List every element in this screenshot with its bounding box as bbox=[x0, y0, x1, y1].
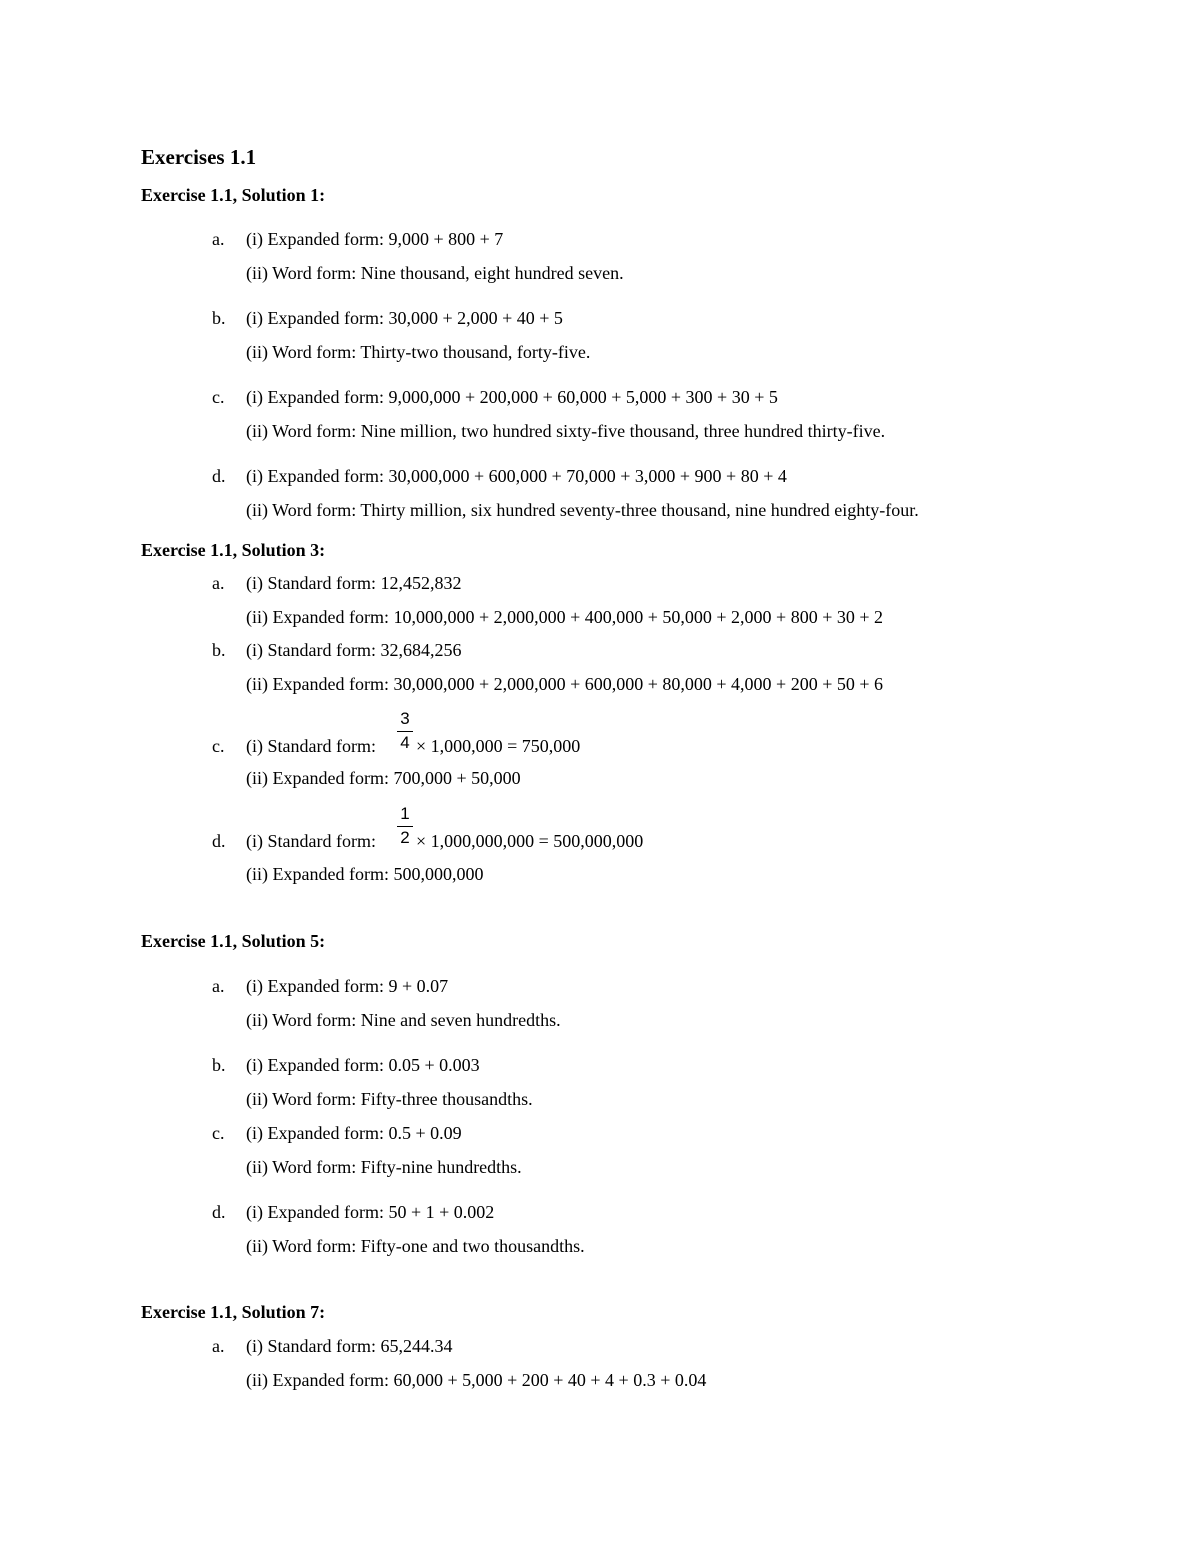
item-marker: c. bbox=[212, 1123, 225, 1143]
section-heading-solution-1: Exercise 1.1, Solution 1: bbox=[141, 185, 326, 205]
item-marker: b. bbox=[212, 308, 226, 328]
section-heading-solution-3: Exercise 1.1, Solution 3: bbox=[141, 540, 326, 560]
section-heading-solution-7: Exercise 1.1, Solution 7: bbox=[141, 1302, 326, 1322]
fraction-denominator: 4 bbox=[400, 733, 410, 752]
standard-form-expression: × 1,000,000 = 750,000 bbox=[416, 736, 581, 756]
word-form-line: (ii) Word form: Thirty-two thousand, forty-five. bbox=[246, 342, 591, 362]
expanded-form-line: (ii) Expanded form: 500,000,000 bbox=[246, 864, 484, 884]
standard-form-line: (i) Standard form: 32,684,256 bbox=[246, 640, 462, 660]
expanded-form-line: (i) Expanded form: 9,000 + 800 + 7 bbox=[246, 229, 504, 249]
word-form-line: (ii) Word form: Thirty million, six hundred seventy-three thousand, nine hundred eighty-four. bbox=[246, 500, 919, 520]
expanded-form-line: (i) Expanded form: 9 + 0.07 bbox=[246, 976, 449, 996]
fraction-numerator: 3 bbox=[400, 709, 410, 728]
word-form-line: (ii) Word form: Nine million, two hundred sixty-five thousand, three hundred thirty-five. bbox=[246, 421, 886, 441]
item-marker: d. bbox=[212, 466, 226, 486]
expanded-form-line: (i) Expanded form: 30,000 + 2,000 + 40 + 5 bbox=[246, 308, 563, 328]
fraction-bar bbox=[397, 826, 413, 827]
expanded-form-line: (ii) Expanded form: 700,000 + 50,000 bbox=[246, 768, 521, 788]
standard-form-line: (i) Standard form: 12,452,832 bbox=[246, 573, 462, 593]
expanded-form-line: (i) Expanded form: 30,000,000 + 600,000 + 70,000 + 3,000 + 900 + 80 + 4 bbox=[246, 466, 787, 486]
expanded-form-line: (i) Expanded form: 0.5 + 0.09 bbox=[246, 1123, 462, 1143]
word-form-line: (ii) Word form: Fifty-one and two thousandths. bbox=[246, 1236, 585, 1256]
section-heading-solution-5: Exercise 1.1, Solution 5: bbox=[141, 931, 326, 951]
fraction-denominator: 2 bbox=[400, 828, 410, 847]
standard-form-label: (i) Standard form: bbox=[246, 736, 376, 756]
expanded-form-line: (i) Expanded form: 0.05 + 0.003 bbox=[246, 1055, 480, 1075]
item-marker: a. bbox=[212, 573, 225, 593]
expanded-form-line: (i) Expanded form: 9,000,000 + 200,000 + 60,000 + 5,000 + 300 + 30 + 5 bbox=[246, 387, 778, 407]
expanded-form-line: (ii) Expanded form: 30,000,000 + 2,000,000 + 600,000 + 80,000 + 4,000 + 200 + 50 + 6 bbox=[246, 674, 884, 694]
standard-form-line: (i) Standard form: 65,244.34 bbox=[246, 1336, 453, 1356]
standard-form-label: (i) Standard form: bbox=[246, 831, 376, 851]
standard-form-expression: × 1,000,000,000 = 500,000,000 bbox=[416, 831, 644, 851]
expanded-form-line: (ii) Expanded form: 10,000,000 + 2,000,000 + 400,000 + 50,000 + 2,000 + 800 + 30 + 2 bbox=[246, 607, 884, 627]
word-form-line: (ii) Word form: Fifty-nine hundredths. bbox=[246, 1157, 522, 1177]
item-marker: c. bbox=[212, 736, 225, 756]
word-form-line: (ii) Word form: Fifty-three thousandths. bbox=[246, 1089, 533, 1109]
item-marker: a. bbox=[212, 1336, 225, 1356]
fraction-numerator: 1 bbox=[400, 804, 410, 823]
item-marker: d. bbox=[212, 831, 226, 851]
fraction-bar bbox=[397, 731, 413, 732]
item-marker: b. bbox=[212, 1055, 226, 1075]
item-marker: c. bbox=[212, 387, 225, 407]
document-title: Exercises 1.1 bbox=[141, 145, 257, 169]
item-marker: a. bbox=[212, 229, 225, 249]
word-form-line: (ii) Word form: Nine and seven hundredths. bbox=[246, 1010, 561, 1030]
item-marker: a. bbox=[212, 976, 225, 996]
expanded-form-line: (ii) Expanded form: 60,000 + 5,000 + 200 + 40 + 4 + 0.3 + 0.04 bbox=[246, 1370, 707, 1390]
expanded-form-line: (i) Expanded form: 50 + 1 + 0.002 bbox=[246, 1202, 495, 1222]
item-marker: d. bbox=[212, 1202, 226, 1222]
word-form-line: (ii) Word form: Nine thousand, eight hundred seven. bbox=[246, 263, 624, 283]
item-marker: b. bbox=[212, 640, 226, 660]
